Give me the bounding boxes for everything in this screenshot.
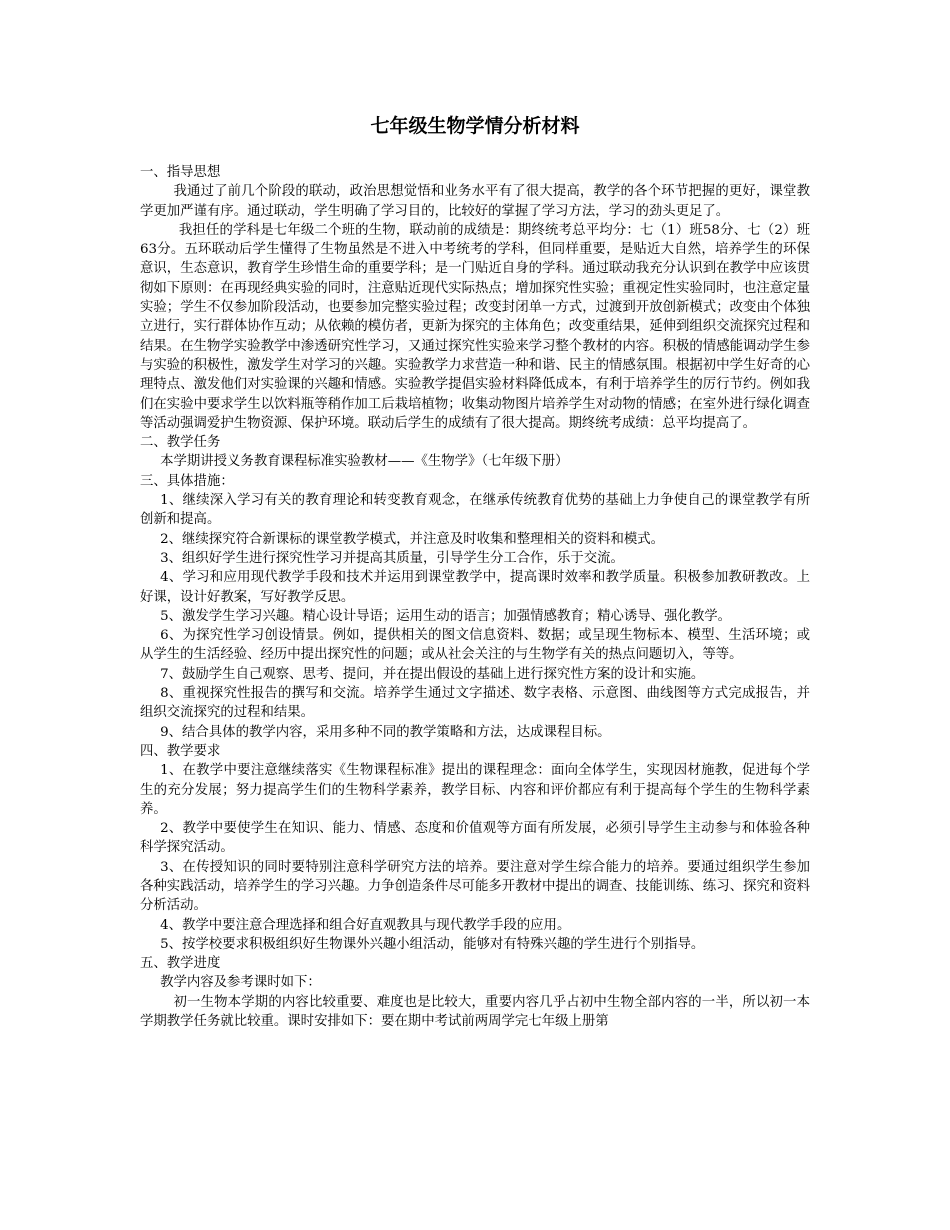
- list-item: 2、继续探究符合新课标的课堂教学模式，并注意及时收集和整理相关的资料和模式。: [160, 531, 665, 547]
- list-item: 9、结合具体的教学内容，采用多种不同的教学策略和方法，达成课程目标。: [160, 724, 611, 740]
- section-heading-teaching-tasks: 二、教学任务: [140, 435, 221, 451]
- paragraph: 我通过了前几个阶段的联动，政治思想觉悟和业务水平有了很大提高，教学的各个环节把握的更好，课堂教学更加严谨有序。通过联动，学生明确了学习目的，比较好的掌握了学习方法，学习的劲头更足了。: [140, 184, 810, 219]
- list-item: 5、按学校要求积极组织好生物课外兴趣小组活动，能够对有特殊兴趣的学生进行个别指导。: [160, 936, 705, 952]
- list-item: 4、学习和应用现代教学手段和技术并运用到课堂教学中，提高课时效率和教学质量。积极参加教研教改。上好课，设计好教案，写好教学反思。: [140, 570, 810, 605]
- section-heading-teaching-requirements: 四、教学要求: [140, 743, 221, 759]
- paragraph: 本学期讲授义务教育课程标准实验教材——《生物学》（七年级下册）: [160, 454, 569, 470]
- list-item: 8、重视探究性报告的撰写和交流。培养学生通过文字描述、数字表格、示意图、曲线图等方式完成报告，并组织交流探究的过程和结果。: [140, 686, 810, 721]
- paragraph: 初一生物本学期的内容比较重要、难度也是比较大，重要内容几乎占初中生物全部内容的一半，所以初一本学期教学任务就比较重。课时安排如下：要在期中考试前两周学完七年级上册第: [140, 994, 810, 1030]
- list-item: 2、教学中要使学生在知识、能力、情感、态度和价值观等方面有所发展，必须引导学生主动参与和体验各种科学探究活动。: [140, 821, 810, 856]
- list-item: 1、在教学中要注意继续落实《生物课程标准》提出的课程理念：面向全体学生，实现因材施教，促进每个学生的充分发展；努力提高学生们的生物科学素养，教学目标、内容和评价都应有利于提高每个学生的生物科学素养。: [140, 763, 810, 817]
- list-item: 3、组织好学生进行探究性学习并提高其质量，引导学生分工合作，乐于交流。: [160, 550, 624, 566]
- paragraph: 我担任的学科是七年级二个班的生物，联动前的成绩是：期终统考总平均分：七（1）班58分、七（2）班63分。五环联动后学生懂得了生物虽然是不进入中考统考的学科，但同样重要，是贴近大自然，培养学生的环保意识，生态意识，教育学生珍惜生命的重要学科；是一门贴近自身的学科。通过联动我充分认识到在教学中应该贯彻如下原则：在再现经典实验的同时，注意贴近现代实际热点；增加探究性实验；重视定性实验同时，也注意定量实验；学生不仅参加阶段活动，也要参加完整实验过程；改变封闭单一方式，过渡到开放创新模式；改变由个体独立进行，实行群体协作互动；从依赖的模仿者，更新为探究的主体角色；改变重结果，延伸到组织交流探究过程和结果。在生物学实验教学中渗透研究性学习，又通过探究性实验来学习整个教材的内容。积极的情感能调动学生参与实验的积极性，激发学生对学习的兴趣。实验教学力求营造一种和谐、民主的情感氛围。根据初中学生好奇的心理特点、激发他们对实验课的兴趣和情感。实验教学提倡实验材料降低成本，有利于培养学生的厉行节约。例如我们在实验中要求学生以饮料瓶等稍作加工后栽培植物；收集动物图片培养学生对动物的情感；在室外进行绿化调查等活动强调爱护生物资源、保护环境。联动后学生的成绩有了很大提高。期终统考成绩：总平均提高了。: [140, 222, 810, 431]
- list-item: 6、为探究性学习创设情景。例如，提供相关的图文信息资料、数据；或呈现生物标本、模型、生活环境；或从学生的生活经验、经历中提出探究性的问题；或从社会关注的与生物学有关的热点问题切入，等等。: [140, 628, 810, 663]
- section-heading-specific-measures: 三、具体措施：: [140, 473, 234, 489]
- paragraph: 教学内容及参考课时如下：: [160, 975, 321, 991]
- section-heading-teaching-progress: 五、教学进度: [140, 956, 221, 972]
- list-item: 1、继续深入学习有关的教育理论和转变教育观念，在继承传统教育优势的基础上力争使自己的课堂教学有所创新和提高。: [140, 493, 810, 528]
- list-item: 3、在传授知识的同时要特别注意科学研究方法的培养。要注意对学生综合能力的培养。要通过组织学生参加各种实践活动，培养学生的学习兴趣。力争创造条件尽可能多开教材中提出的调查、技能训练、练习、探究和资料分析活动。: [140, 859, 810, 914]
- section-heading-guiding-ideology: 一、指导思想: [140, 165, 221, 180]
- list-item: 7、鼓励学生自己观察、思考、提问，并在提出假设的基础上进行探究性方案的设计和实施。: [160, 666, 705, 682]
- list-item: 4、教学中要注意合理选择和组合好直观教具与现代教学手段的应用。: [160, 917, 571, 933]
- list-item: 5、激发学生学习兴趣。精心设计导语；运用生动的语言；加强情感教育；精心诱导、强化教学。: [160, 608, 732, 624]
- document-page: [140, 112, 810, 1031]
- document-title: 七年级生物学情分析材料: [370, 115, 580, 137]
